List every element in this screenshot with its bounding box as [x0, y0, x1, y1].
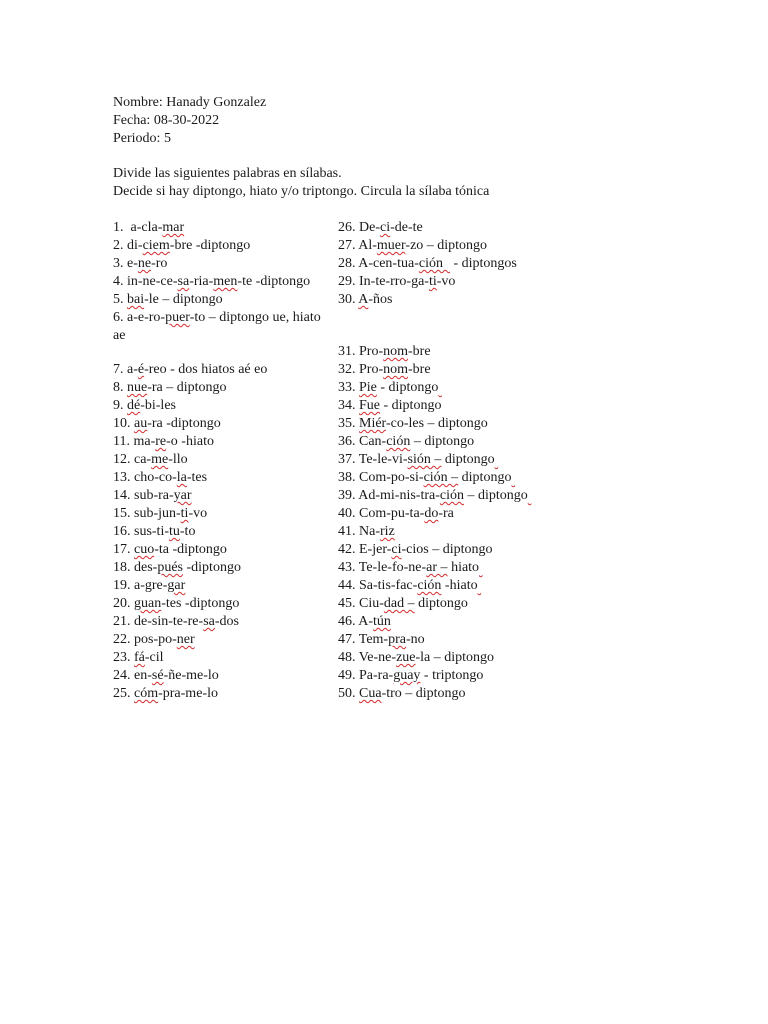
- syllable-text: Sa-tis-fac-: [359, 578, 418, 593]
- list-item: [338, 219, 423, 237]
- list-item: [338, 631, 425, 649]
- list-item: [338, 397, 441, 415]
- item-number: 25.: [113, 686, 134, 701]
- syllable-text: -ra: [438, 506, 454, 521]
- list-item: [113, 237, 250, 255]
- syllable-text: diptongo: [414, 596, 468, 611]
- list-item: [113, 255, 167, 273]
- stressed-syllable: cóm: [134, 686, 159, 701]
- stressed-syllable: muer: [376, 238, 406, 253]
- stressed-syllable: me: [151, 452, 169, 467]
- item-number: 6.: [113, 310, 127, 325]
- list-item: [338, 595, 468, 613]
- list-item: [113, 559, 241, 577]
- item-number: 34.: [338, 398, 359, 413]
- item-number: 11.: [113, 434, 134, 449]
- syllable-text: -bre: [408, 344, 431, 359]
- stressed-syllable: ar –: [426, 560, 448, 575]
- item-number: 13.: [113, 470, 134, 485]
- syllable-text: -reo - dos hiatos aé eo: [144, 362, 268, 377]
- list-item: [338, 469, 515, 487]
- stressed-syllable: riz: [380, 524, 395, 539]
- stressed-syllable: ne: [137, 256, 152, 271]
- syllable-text: Ad-mi-nis-tra-: [358, 488, 440, 503]
- syllable-text: Ve-ne-: [358, 650, 397, 665]
- syllable-text: -tes: [186, 470, 208, 485]
- syllable-text: -tro – diptongo: [381, 686, 466, 701]
- stressed-syllable: ner: [176, 632, 195, 647]
- syllable-text: A-cen-tua-: [358, 256, 419, 271]
- stressed-syllable: puer: [165, 310, 190, 325]
- stressed-syllable: nom: [383, 344, 409, 359]
- syllable-text: -bi-les: [140, 398, 176, 413]
- list-item: [113, 649, 164, 667]
- syllable-text: a-cla-: [127, 220, 163, 235]
- syllable-text: -diptongo: [183, 560, 241, 575]
- stressed-syllable: ción: [386, 434, 411, 449]
- syllable-text: -ro: [151, 256, 168, 271]
- item-number: 38.: [338, 470, 359, 485]
- syllable-text: sub-jun-: [134, 506, 181, 521]
- list-item: [113, 505, 207, 523]
- syllable-text: -hiato: [441, 578, 478, 593]
- item-number: 46.: [338, 614, 359, 629]
- list-item: [338, 559, 483, 577]
- syllable-text: Na-: [359, 524, 380, 539]
- stressed-syllable: ciem: [142, 238, 170, 253]
- stressed-syllable: Miér: [359, 416, 386, 431]
- stressed-syllable: Pie: [359, 380, 377, 395]
- list-item: [338, 255, 517, 273]
- syllable-text: -ños: [368, 292, 393, 307]
- syllable-text: -de-te: [390, 220, 423, 235]
- stressed-syllable: la: [176, 470, 187, 485]
- item-number: 24.: [113, 668, 134, 683]
- syllable-text: -to: [179, 524, 196, 539]
- list-item: [113, 523, 195, 541]
- syllable-text: en-: [134, 668, 152, 683]
- syllable-text: -tes -diptongo: [161, 596, 240, 611]
- syllable-text: -co-les – diptongo: [385, 416, 488, 431]
- stressed-syllable: ci: [380, 220, 391, 235]
- stressed-syllable: bai: [127, 292, 145, 307]
- stressed-syllable: ción: [418, 256, 450, 271]
- item-number: 39.: [338, 488, 359, 503]
- stressed-syllable: mar: [162, 220, 185, 235]
- syllable-text: ma-: [133, 434, 156, 449]
- syllable-text: Pro-: [359, 344, 384, 359]
- syllable-text: Te-le-fo-ne-: [358, 560, 427, 575]
- item-number: 16.: [113, 524, 134, 539]
- stressed-syllable: nom: [383, 362, 409, 377]
- stressed-syllable: sión –: [407, 452, 442, 467]
- syllable-text: - triptongo: [420, 668, 484, 683]
- item-number: 47.: [338, 632, 359, 647]
- syllable-text: – diptongo: [410, 434, 475, 449]
- item-number: 1.: [113, 220, 127, 235]
- item-number: 27.: [338, 238, 359, 253]
- stressed-syllable: [511, 470, 515, 485]
- syllable-text: E-jer-: [359, 542, 392, 557]
- list-item: [113, 361, 267, 379]
- stressed-syllable: [478, 578, 482, 593]
- syllable-text: -cios – diptongo: [401, 542, 493, 557]
- stressed-syllable: yar: [173, 488, 192, 503]
- list-item: [338, 415, 488, 433]
- stressed-syllable: sé: [151, 668, 164, 683]
- syllable-text: -o -hiato: [166, 434, 214, 449]
- stressed-syllable: [495, 452, 499, 467]
- list-item: [113, 487, 192, 505]
- syllable-text: -la – diptongo: [415, 650, 495, 665]
- date-line: Fecha: 08-30-2022: [113, 113, 220, 128]
- item-number: 22.: [113, 632, 134, 647]
- list-item: [113, 667, 219, 685]
- list-item: [113, 397, 176, 415]
- stressed-syllable: [479, 560, 483, 575]
- stressed-syllable: dad –: [383, 596, 415, 611]
- stressed-syllable: cuo: [134, 542, 155, 557]
- list-item: [338, 237, 487, 255]
- item-number: 36.: [338, 434, 359, 449]
- list-item: [113, 433, 214, 451]
- stressed-syllable: do: [424, 506, 439, 521]
- item-number: 19.: [113, 578, 134, 593]
- syllable-text: -zo – diptongo: [405, 238, 488, 253]
- syllable-text: In-te-rro-ga-: [359, 274, 429, 289]
- stressed-syllable: dé: [127, 398, 141, 413]
- syllable-text: Pro-: [359, 362, 384, 377]
- syllable-text: -no: [405, 632, 425, 647]
- list-item: [338, 667, 483, 685]
- syllable-text: -pra-me-lo: [158, 686, 218, 701]
- syllable-text: -vo: [436, 274, 456, 289]
- item-number: 40.: [338, 506, 359, 521]
- stressed-syllable: pués: [157, 560, 183, 575]
- syllable-text: pos-po-: [134, 632, 177, 647]
- list-item: [338, 649, 494, 667]
- syllable-text: des-: [134, 560, 158, 575]
- item-number: 30.: [338, 292, 359, 307]
- syllable-text: -vo: [188, 506, 208, 521]
- list-item: [113, 631, 195, 649]
- list-item: [113, 577, 185, 595]
- syllable-text: -ñe-me-lo: [163, 668, 219, 683]
- list-item: [338, 451, 498, 469]
- stressed-syllable: guay: [393, 668, 421, 683]
- syllable-text: de-sin-te-re-: [134, 614, 204, 629]
- list-item: [338, 379, 442, 397]
- stressed-syllable: ti: [180, 506, 189, 521]
- item-number: 23.: [113, 650, 134, 665]
- syllable-text: di-: [127, 238, 143, 253]
- item-number: 3.: [113, 256, 127, 271]
- syllable-text: Al-: [358, 238, 377, 253]
- syllable-text: e-: [127, 256, 138, 271]
- syllable-text: in-ne-ce-: [127, 274, 178, 289]
- list-item: [338, 361, 431, 379]
- item-number: 21.: [113, 614, 134, 629]
- item-number: 42.: [338, 542, 359, 557]
- syllable-text: a-: [127, 362, 138, 377]
- list-item: [338, 613, 391, 631]
- list-item: [338, 487, 531, 505]
- item-number: 10.: [113, 416, 134, 431]
- list-item: [113, 379, 227, 397]
- syllable-text: -to – diptongo ue, hiato ae: [113, 310, 321, 343]
- syllable-text: -te -diptongo: [237, 274, 311, 289]
- item-number: 15.: [113, 506, 134, 521]
- stressed-syllable: [528, 488, 532, 503]
- stressed-syllable: Cua: [359, 686, 382, 701]
- item-number: 2.: [113, 238, 127, 253]
- list-item: [338, 291, 392, 309]
- stressed-syllable: [438, 380, 442, 395]
- syllable-text: hiato: [447, 560, 480, 575]
- stressed-syllable: pra: [388, 632, 406, 647]
- list-item: [338, 343, 431, 361]
- syllable-text: -ria-: [189, 274, 214, 289]
- list-item: [113, 469, 207, 487]
- item-number: 41.: [338, 524, 359, 539]
- item-number: 44.: [338, 578, 359, 593]
- item-number: 4.: [113, 274, 127, 289]
- syllable-text: a-gre-: [134, 578, 168, 593]
- stressed-syllable: gar: [167, 578, 186, 593]
- list-item: [113, 415, 221, 433]
- item-number: 33.: [338, 380, 359, 395]
- stressed-syllable: tún: [373, 614, 391, 629]
- stressed-syllable: ti: [428, 274, 437, 289]
- stressed-syllable: ción –: [423, 470, 459, 485]
- syllable-text: -ta -diptongo: [154, 542, 227, 557]
- list-item: [338, 505, 454, 523]
- period-line: Periodo: 5: [113, 131, 171, 146]
- item-number: 31.: [338, 344, 359, 359]
- item-number: 48.: [338, 650, 359, 665]
- syllable-text: -bre: [408, 362, 431, 377]
- item-number: 12.: [113, 452, 134, 467]
- stressed-syllable: é: [137, 362, 145, 377]
- item-number: 43.: [338, 560, 359, 575]
- stressed-syllable: A: [358, 292, 369, 307]
- list-item: [113, 451, 188, 469]
- stressed-syllable: ción: [417, 578, 442, 593]
- list-item: [113, 541, 227, 559]
- syllable-text: - diptongo: [376, 380, 439, 395]
- stressed-syllable: zue: [396, 650, 416, 665]
- instructions-line-1: Divide las siguientes palabras en sílabas.: [113, 166, 342, 181]
- list-item: [113, 291, 223, 309]
- syllable-text: Ciu-: [359, 596, 384, 611]
- instructions-line-2: Decide si hay diptongo, hiato y/o triptongo. Circula la sílaba tónica: [113, 184, 490, 199]
- list-item: [113, 613, 239, 631]
- item-number: 29.: [338, 274, 359, 289]
- item-number: 32.: [338, 362, 359, 377]
- item-number: 50.: [338, 686, 359, 701]
- syllable-text: -cil: [144, 650, 164, 665]
- stressed-syllable: ción: [439, 488, 464, 503]
- list-item: [113, 685, 218, 703]
- item-number: 49.: [338, 668, 359, 683]
- stressed-syllable: men: [213, 274, 238, 289]
- stressed-syllable: tu: [169, 524, 180, 539]
- syllable-text: -ra – diptongo: [147, 380, 227, 395]
- item-number: 26.: [338, 220, 359, 235]
- stressed-syllable: re: [155, 434, 167, 449]
- list-item: [338, 523, 395, 541]
- item-number: 45.: [338, 596, 359, 611]
- list-item: [338, 685, 466, 703]
- syllable-text: -dos: [214, 614, 239, 629]
- list-item: [113, 309, 328, 345]
- item-number: 18.: [113, 560, 134, 575]
- syllable-text: Tem-: [358, 632, 389, 647]
- syllable-text: -le – diptongo: [144, 292, 223, 307]
- item-number: 17.: [113, 542, 134, 557]
- syllable-text: -ra -diptongo: [147, 416, 221, 431]
- item-number: 9.: [113, 398, 127, 413]
- item-number: 35.: [338, 416, 359, 431]
- stressed-syllable: Fue: [359, 398, 380, 413]
- stressed-syllable: ci: [391, 542, 402, 557]
- item-number: 8.: [113, 380, 127, 395]
- list-item: [113, 273, 310, 291]
- syllable-text: Com-pu-ta-: [359, 506, 425, 521]
- list-item: [113, 595, 239, 613]
- item-number: 7.: [113, 362, 127, 377]
- stressed-syllable: fá: [134, 650, 145, 665]
- syllable-text: ca-: [134, 452, 152, 467]
- syllable-text: Te-le-vi-: [358, 452, 408, 467]
- syllable-text: a-e-ro-: [127, 310, 166, 325]
- stressed-syllable: au: [134, 416, 148, 431]
- syllable-text: – diptongo: [464, 488, 528, 503]
- item-number: 20.: [113, 596, 134, 611]
- item-number: 14.: [113, 488, 134, 503]
- syllable-text: sub-ra-: [134, 488, 174, 503]
- stressed-syllable: nue: [127, 380, 148, 395]
- syllable-text: De-: [359, 220, 380, 235]
- syllable-text: - diptongo: [380, 398, 442, 413]
- syllable-text: Pa-ra-: [359, 668, 394, 683]
- syllable-text: diptongo: [441, 452, 495, 467]
- list-item: [113, 219, 184, 237]
- item-number: 37.: [338, 452, 359, 467]
- list-item: [338, 273, 455, 291]
- syllable-text: Com-po-si-: [359, 470, 424, 485]
- list-item: [338, 433, 474, 451]
- syllable-text: - diptongos: [449, 256, 517, 271]
- syllable-text: Can-: [359, 434, 387, 449]
- student-name: Nombre: Hanady Gonzalez: [113, 95, 267, 110]
- stressed-syllable: sa: [177, 274, 190, 289]
- syllable-text: A-: [358, 614, 374, 629]
- list-item: [338, 541, 492, 559]
- item-number: 5.: [113, 292, 127, 307]
- syllable-text: -llo: [168, 452, 188, 467]
- syllable-text: sus-ti-: [134, 524, 169, 539]
- syllable-text: -bre -diptongo: [169, 238, 251, 253]
- item-number: 28.: [338, 256, 359, 271]
- stressed-syllable: guan: [134, 596, 162, 611]
- stressed-syllable: sa: [203, 614, 215, 629]
- list-item: [338, 577, 481, 595]
- syllable-text: diptongo: [458, 470, 512, 485]
- syllable-text: cho-co-: [134, 470, 177, 485]
